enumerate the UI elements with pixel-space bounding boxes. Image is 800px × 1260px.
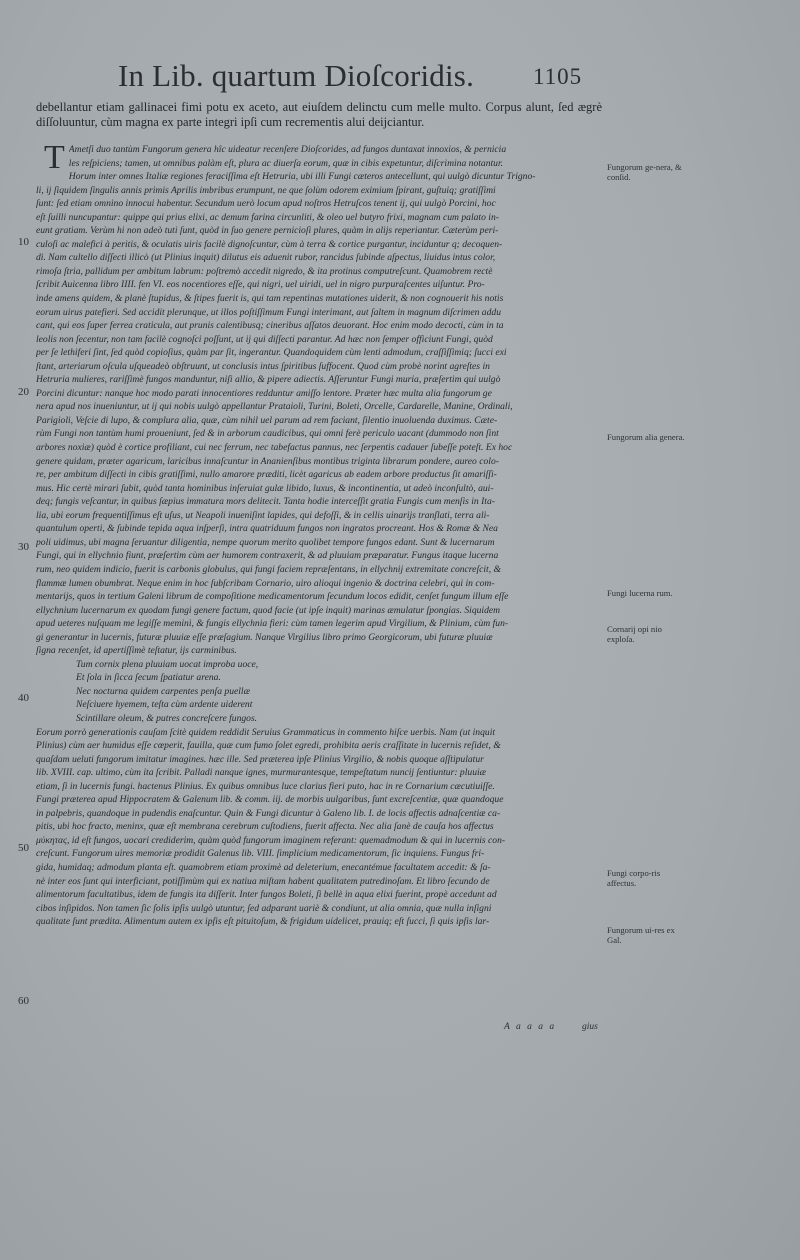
commentary-line: Porcini dicuntur: nanque hoc modo parati innocentiores redduntur amiſſo lentore. Præter hæc multa alia fungorum ge: [36, 387, 492, 399]
commentary-line: Fungi præterea apud Hippocratem & Galenum lib. & comm. iij. de morbis uulgaribus, ſunt excreſcentiæ, quæ quandoque: [36, 794, 504, 806]
line-number-60: 60: [18, 995, 29, 1007]
signature-mark: A a a a a: [504, 1022, 557, 1032]
page-number: 1105: [533, 64, 583, 89]
commentary-line: nera apud nos inueniuntur, ut ij qui nobis uulgò appellantur Prataioli, Turini, Boleti, Orcelle, Cardarelle, Manine, Ordinali,: [36, 401, 513, 413]
verse-line: Et ſola in ſicca ſecum ſpatiatur arena.: [76, 672, 221, 684]
commentary-line: gi generantur in lucernis, futuræ pluuiæ eſſe præſagium. Nanque Virgilius libro primo Georgicorum, ubi futuræ pluuiæ: [36, 631, 493, 643]
commentary-line: rùm Fungi non tantùm humi proueniunt, ſed & in arborum caudicibus, qui omni ferè periculo uacant (dummodo non ſint: [36, 428, 499, 440]
commentary-line: Fungi, qui in ellychnio fiunt, præſertim cùm aer humorem contraxerit, & ad pluuiam præparatur. Fungus itaque lucerna: [36, 550, 499, 562]
margin-note-fungi-lucernarum: Fungi lucerna rum.: [607, 588, 673, 598]
verse-line: Nec nocturna quidem carpentes penſa puellæ: [76, 685, 250, 697]
commentary-line: rum, neo quidem indicio, fuerit is carbonis globulus, qui fungi faciem repræſentans, in ellychnij extremitate concreſcit, &: [36, 563, 501, 575]
commentary-line: leolis non ſecentur, non tam facilè cognoſci poſſunt, ut ij qui diſſecti parantur. Ad hæc non ſemper officiunt Fungi, quòd: [36, 333, 493, 345]
commentary-line: Parigioli, Veſcie di lupo, & complura alia, quæ, cùm nihil uel parum ad rem faciant, ſilentio inuoluenda duximus. Cæte-: [36, 414, 498, 426]
drop-capital: T: [44, 139, 65, 176]
commentary-line: quaſdam ueluti fungorum imitatur imagines. hæc ille. Sed præterea ipſe Plinius Virgilio, & nobis quoque aſſtipulatur: [36, 753, 484, 765]
commentary-line: pitis, ubi hoc fracto, meninx, quæ eſt membrana cerebrum cuſtodiens, fuerit affecta. Nec alia ſanè de cauſa hos affectus: [36, 821, 494, 833]
catchword: gius: [582, 1022, 598, 1032]
commentary-line: flammæ lumen obumbrat. Neque enim in hoc ſubſcribam Cornario, uiro alioqui ingenio & doctrina celebri, qui in com-: [36, 577, 495, 589]
commentary-line: genere quidam, præter agaricum, laricibus innaſcuntur in Ananienſibus montibus triginta librarum pondere, aureo colo-: [36, 455, 499, 467]
commentary-line: poli uidimus, ubi magna ſeruantur diligentia, nempe quorum merito quolibet tempore fungos edant. Sunt & lucernarum: [36, 536, 495, 548]
dioscorides-text: [36, 100, 602, 130]
commentary-line: li, ij ſiquidem ſingulis annis primis Aprilis imbribus erumpunt, ne que ſolùm odorem eximium ſpirant, guſtuiq; gratiſſimi: [36, 184, 496, 196]
commentary-line: Horum inter omnes Italiæ regiones feraciſſima eſt Hetruria, ubi illi Fungi cæteros antecellunt, qui uulgò dicuntur Trigno-: [68, 171, 536, 183]
commentary-line: culoſi ac malefici à peritis, & oculatis uiris facilè dignoſcuntur, cùm à terra & cortice purgantur, inciduntur q; decoquen-: [36, 238, 503, 250]
commentary-line: eorum uirus patefieri. Sed accidit plerunque, ut illos poſtiſſimum Fungi interimant, aut ſaltem in magnum diſcrimen addu: [36, 306, 501, 318]
commentary-line: gida, humidaq; admodum planta eſt. quamobrem etiam proximè ad deleterium, enecantémue facultatem accedit: & ſa-: [36, 861, 491, 873]
verse-line: Scintillare oleum, & putres concreſcere fungos.: [76, 712, 258, 724]
commentary-line: μύκητας, id eſt fungos, uocari crediderim, quàm quòd fungorum imaginem referant: quemadmodum & qui in lucernis con-: [36, 834, 506, 846]
commentary-line: di. Nam cultello diſſecti illicò (ut Plinius inquit) dilutus eis aduenit rubor, rancidus ſubinde aſpectus, liuidus intus color,: [36, 252, 496, 264]
line-number-50: 50: [18, 842, 29, 854]
commentary-line: inde amens quidem, & planè ſtupidus, & ſtipes fuerit is, qui tam repentinas mutationes uiderit, & non cognouerit his notis: [36, 293, 504, 305]
commentary-line: qualitate ſunt prædita. Alimentum autem ex ipſis eſt pituitoſum, & frigidum uidelicet, prauiq; eſt ſucci, ſi quis ipſis lar-: [36, 916, 490, 928]
commentary-line: ſigna recenſet, id apertiſſimè teſtatur, ijs carminibus.: [36, 645, 237, 657]
commentary-line: rimoſa ſtria, pallidum per ambitum labrum: poſtremò accedit nigredo, & ita protinus computreſcunt. Quamobrem rectè: [36, 265, 493, 277]
commentary-line: mentarijs, quos in tertium Galeni librum de compoſitione medicamentorum ſecundum locos edidit, cenſet fungum illum eſſe: [36, 591, 509, 603]
commentary-block: [36, 139, 600, 929]
margin-note-cornarij: Cornarij opi nio exploſa.: [607, 624, 662, 644]
verse-line: Neſciuere hyemem, teſta cùm ardente uiderent: [76, 699, 253, 711]
commentary-line: Hetruria mulieres, rariſſimè fungos manduntur, niſi allio, & pipere adiectis. Aſſeruntur Fungi muria, præſertim qui uulgò: [36, 374, 501, 386]
commentary-line: quantulum operti, & ſubinde tepida aqua inſperſi, intra quatriduum fungos non ingratos procreant. Hos & Romæ & Nea: [36, 523, 498, 535]
commentary-line: deq; fungis veſcantur, in quibus ſæpius immatura mors delitecit. Tanta hodie interceſſit gratia Fungis cum menſis in Ita-: [36, 496, 495, 508]
margin-note-fungorum-genera: Fungorum ge-nera, & conſid.: [607, 162, 682, 182]
margin-note-vires: Fungorum ui-res ex Gal.: [607, 925, 675, 945]
commentary-line: Plinius) cùm aer humidus eſſe cœperit, fauilla, quæ cum fumo ſolet egredi, prohibita aeris craſſitate in lucernis reſidet, &: [36, 740, 501, 752]
commentary-line: lia, ubi eorum frequentiſſimus eſt uſus, ut Neapoli inueniſint lapides, qui defoſſi, & in cellis uinarijs tranſlati, terra ali-: [36, 509, 490, 521]
intro-paragraph: debellantur etiam gallinacei fimi potu ex aceto, aut eiuſdem delinctu cum melle multo. Corpus alunt, ſed ægrè diſſoluuntur, cùm magna ex parte integri ipſi cum recrementis alui deijciantur.: [36, 100, 602, 129]
commentary-line: les reſpiciens; tamen, ut omnibus palàm eſt, plura ac diuerſa eorum, quæ in cibis expetuntur, diſcrimina notantur.: [68, 157, 504, 169]
commentary-line: in palpebris, quandoque in pudendis enaſcuntur. Quin & Fungi dicuntur à Galeno lib. I. de locis affectis adnaſcentiæ ca-: [36, 807, 501, 819]
running-title: In Lib. quartum Dioſcoridis.: [118, 58, 475, 93]
commentary-line: lib. XVIII. cap. ultimo, cùm ita ſcribit. Palladi nanque ignes, murmurantesque, tempeſtatum nuncij ſentiuntur: pluuiæ: [36, 767, 487, 779]
commentary-line: mus. Hic certè mirari ſubit, quòd tanta hominibus inſeruiat gulæ libido, luxus, & incontinentia, ut adeò inconſultò, aui-: [36, 482, 494, 494]
commentary-line: apud ueteres nuſquam me legiſſe meminì, & fungis ellychnia fieri: cùm tamen legerim apud Virgilium, & Plinium, cùm fun-: [36, 618, 509, 630]
line-number-10: 10: [18, 236, 29, 248]
verse-line: Tum cornix plena pluuiam uocat improba uoce,: [76, 658, 259, 670]
margin-note-alia-genera: Fungorum alia genera.: [607, 432, 685, 442]
commentary-line: cant, qui eos ſuper ferrea craticula, aut prunis calentibusq; cineribus aſſatos deuorant. Hoc enim modo decocti, cùm in ta: [36, 320, 504, 332]
margin-note-corporis-affectus: Fungi corpo-ris affectus.: [607, 868, 661, 888]
commentary-line: creſcunt. Fungorum uires memoriæ prodidit Galenus lib. VIII. ſimplicium medicamentorum, ſic inquiens. Fungus fri-: [36, 848, 485, 860]
commentary-line: eunt gratiam. Verùm hi non adeò tuti ſunt, quòd in ſuo genere pernicioſi plures, quàm in alijs reperiantur. Cæterùm peri-: [36, 225, 499, 237]
commentary-line: eſt ſuilli nuncupantur: quippe qui prius elixi, ac demum farina circunliti, & oleo uel butyro frixi, magnam cum palato in-: [36, 211, 499, 223]
line-number-30: 30: [18, 541, 29, 553]
commentary-line: Eorum porrò generationis cauſam ſcitè quidem reddidit Seruius Grammaticus in commento hiſce uerbis. Nam (ut inquit: [36, 726, 496, 738]
line-number-20: 20: [18, 386, 29, 398]
commentary-line: Ametſi duo tantùm Fungorum genera hîc uideatur recenſere Dioſcorides, ad fungos duntaxat innoxios, & pernicia: [68, 144, 507, 155]
commentary-line: etiam, ſi in lucernis fungi. hactenus Plinius. Ex quibus omnibus luce clarius fieri puto, hac in re Cornarium cæcutiuiſſe.: [36, 780, 495, 792]
line-number-40: 40: [18, 692, 29, 704]
commentary-line: ellychnium lucernarum ex quodam fungi genere factum, quod facie (ut ipſe inquit) marinas æmulatur ſpongias. Siquidem: [36, 604, 501, 616]
commentary-line: cibos inſipidos. Non tamen ſic ſolis ipſis uulgò utuntur, ſed adparant uariè & condiunt, ut alia omnia, quæ nulla inſigni: [36, 902, 492, 914]
commentary-line: re, per ambitum diſſecti in cibis gratiſſimi, nullo amarore præditi, licèt agaricus ab eadem arbore productus ſit amariſſi-: [36, 469, 497, 481]
commentary-line: ſcribit Auicenna libro IIII. fen VI. eos nocentiores eſſe, qui nigri, uel uiridi, uel in nigro purpuraſcentes uiſuntur. Pro-: [36, 279, 485, 291]
commentary-line: alimentorum facultatibus, idem de fungis ita diſſerit. Inter fungos Boleti, ſi bellè in aqua elixi fuerint, propè accedunt ad: [36, 889, 497, 901]
commentary-line: ſunt: ſed etiam omnino innocui habentur. Secundum uerò locum apud noſtros Hetruſcos tenent ij, qui uulgò Porcini, hoc: [36, 198, 496, 210]
commentary-line: per ſe lethiferi ſint, ſed quòd copioſius, quàm par ſit, ingerantur. Quandoquidem cùm lenti admodum, craſſiſſimiq; ſucci exi: [36, 347, 507, 359]
commentary-line: ſtant, arteriarum oſcula uſqueadeò obſtruunt, ut conclusis intus ſpiritibus ſuffocent. Quod cùm probè norint agreſtes in: [36, 360, 490, 372]
commentary-line: nè inter eos ſunt qui interficiant, potiſſimùm qui ex natiua miſtam habent qualitatem putredinoſam. Et libro ſecundo de: [36, 875, 490, 887]
commentary-line: arbores noxiæ) quòd è cortice profiliant, cui nec ferrum, nec tabefactus pannus, nec ſerpentis cadauer ſubeſſe poteſt. Ex hoc: [36, 442, 513, 454]
